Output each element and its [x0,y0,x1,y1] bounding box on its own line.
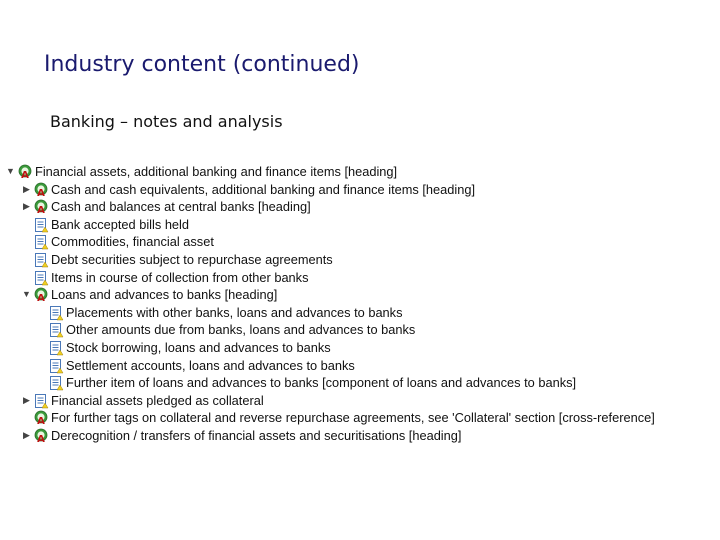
tree-row[interactable] [4,304,718,322]
tree-row-label: Cash and cash equivalents, additional banking and finance items [heading] [51,181,476,197]
tree-row-label: Other amounts due from banks, loans and advances to banks [66,322,416,338]
element-icon [33,217,49,233]
abstract-icon [33,410,49,426]
tree-row[interactable] [4,427,718,445]
tree-row-label: For further tags on collateral and reverse repurchase agreements, see 'Collateral' section [cross-reference] [51,410,655,426]
tree-row-label: Loans and advances to banks [heading] [51,287,278,303]
svg-text:A: A [37,187,45,198]
tree-row-label: Debt securities subject to repurchase agreements [51,251,333,267]
element-icon [33,234,49,250]
tree-row[interactable] [4,251,718,269]
collapsed-arrow-icon[interactable]: ▶ [23,429,30,440]
element-icon [48,375,64,391]
tree-row-label: Derecognition / transfers of financial assets and securitisations [heading] [51,427,462,443]
tree-row[interactable] [4,409,718,427]
expanded-arrow-icon[interactable]: ▼ [6,166,15,176]
tree-row[interactable] [4,392,718,410]
tree-row[interactable] [4,374,718,392]
svg-text:A: A [37,416,45,427]
abstract-icon [33,182,49,198]
svg-text:A: A [21,170,29,180]
tree-row[interactable] [4,216,718,234]
taxonomy-tree [4,163,718,445]
tree-row[interactable] [4,286,718,304]
element-icon [48,358,64,374]
abstract-icon [33,428,49,444]
tree-row-label: Bank accepted bills held [51,216,190,232]
slide-subtitle: Banking – notes and analysis [50,112,283,131]
tree-row[interactable] [4,233,718,251]
abstract-icon [17,164,33,180]
tree-row[interactable] [4,269,718,287]
tree-row[interactable] [4,339,718,357]
tree-row[interactable] [4,357,718,375]
tree-row-label: Items in course of collection from other banks [51,269,309,285]
collapsed-arrow-icon[interactable]: ▶ [23,394,30,405]
tree-row[interactable] [4,181,718,199]
tree-row-label: Stock borrowing, loans and advances to banks [66,339,331,355]
collapsed-arrow-icon[interactable]: ▶ [23,183,30,194]
collapsed-arrow-icon[interactable]: ▶ [23,201,30,212]
element-icon [48,305,64,321]
tree-row-label: Financial assets, additional banking and finance items [heading] [35,164,398,179]
svg-text:A: A [37,293,45,304]
tree-row[interactable] [4,198,718,216]
tree-row-label: Placements with other banks, loans and advances to banks [66,304,403,320]
element-icon [33,393,49,409]
slide-title: Industry content (continued) [44,52,360,77]
expanded-arrow-icon[interactable]: ▼ [22,289,31,300]
element-icon [33,252,49,268]
tree-row-label: Financial assets pledged as collateral [51,392,264,408]
element-icon [33,270,49,286]
tree-row-label: Cash and balances at central banks [heading] [51,199,311,215]
tree-row[interactable] [4,321,718,339]
svg-text:A: A [37,205,45,216]
tree-row-label: Further item of loans and advances to banks [component of loans and advances to banks] [66,375,577,391]
tree-row-label: Settlement accounts, loans and advances to banks [66,357,355,373]
abstract-icon [33,199,49,215]
tree-row-label: Commodities, financial asset [51,234,214,250]
abstract-icon [33,287,49,303]
svg-text:A: A [37,433,45,444]
element-icon [48,322,64,338]
element-icon [48,340,64,356]
tree-row[interactable] [4,163,718,181]
